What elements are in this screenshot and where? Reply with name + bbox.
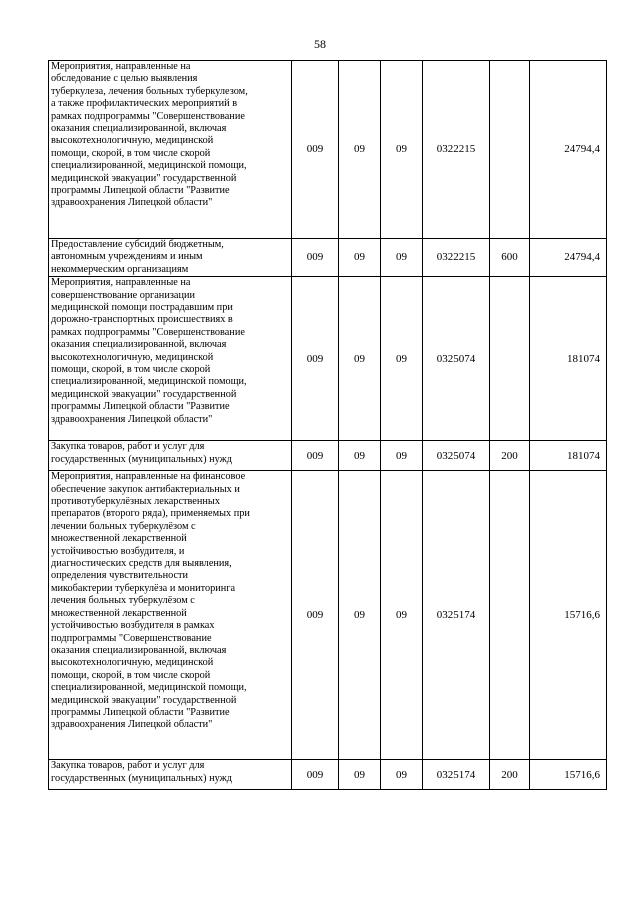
description-line: Мероприятия, направленные на: [51, 277, 191, 289]
description-line: высокотехнологичную, медицинской: [51, 351, 214, 363]
description-line: специализированной, медицинской помощи,: [51, 682, 247, 694]
description-line: Закупка товаров, работ и услуг для: [51, 760, 205, 772]
description-line: рамках подпрограммы "Совершенствование: [51, 110, 245, 122]
section-code-cell: 09: [339, 471, 381, 760]
section-code-cell: 09: [339, 61, 381, 239]
section-code-cell: 09: [339, 441, 381, 471]
expense-type-cell: [490, 61, 530, 239]
description-line: Закупка товаров, работ и услуг для: [51, 441, 205, 453]
ministry-code-cell: 009: [292, 239, 339, 277]
description-line: государственных (муниципальных) нужд: [51, 772, 232, 784]
description-line: а также профилактических мероприятий в: [51, 98, 238, 110]
description-line: туберкулеза, лечения больных туберкулезом,: [51, 85, 248, 97]
description-line: оказания специализированной, включая: [51, 339, 227, 351]
description-line: некоммерческим организациям: [51, 263, 189, 275]
description-line: определения чувствительности: [51, 570, 189, 582]
description-line: помощи, скорой, в том числе скорой: [51, 147, 211, 159]
description-line: специализированной, медицинской помощи,: [51, 160, 247, 172]
budget-table: [48, 60, 607, 790]
ministry-code-cell: 009: [292, 471, 339, 760]
description-line: лечения больных туберкулёзом с: [51, 595, 195, 607]
page-number: 58: [314, 37, 326, 51]
description-cell: [49, 239, 292, 277]
description-line: оказания специализированной, включая: [51, 644, 227, 656]
section-code-cell: 09: [339, 277, 381, 441]
description-cell: [49, 471, 292, 760]
description-line: [51, 210, 289, 222]
description-line: здравоохранения Липецкой области": [51, 197, 213, 209]
expense-type-cell: [490, 471, 530, 760]
description-line: здравоохранения Липецкой области": [51, 719, 213, 731]
subsection-code-cell: 09: [381, 441, 423, 471]
description-line: множественной лекарственной: [51, 607, 187, 619]
target-code-cell: 0322215: [423, 239, 490, 277]
description-line: рамках подпрограммы "Совершенствование: [51, 326, 245, 338]
section-code-cell: 09: [339, 760, 381, 790]
budget-table-body: [49, 61, 607, 790]
amount-cell: 15716,6: [530, 760, 607, 790]
ministry-code-cell: 009: [292, 760, 339, 790]
description-line: программы Липецкой области "Развитие: [51, 401, 230, 413]
table-row: [49, 239, 607, 277]
expense-type-cell: 200: [490, 760, 530, 790]
subsection-code-cell: 09: [381, 61, 423, 239]
description-line: помощи, скорой, в том числе скорой: [51, 669, 211, 681]
subsection-code-cell: 09: [381, 471, 423, 760]
description-line: подпрограммы "Совершенствование: [51, 632, 212, 644]
target-code-cell: 0325074: [423, 277, 490, 441]
expense-type-cell: [490, 277, 530, 441]
expense-type-cell: 200: [490, 441, 530, 471]
description-line: микобактерии туберкулёза и мониторинга: [51, 582, 236, 594]
amount-cell: 24794,4: [530, 61, 607, 239]
description-line: диагностических средств для выявления,: [51, 558, 232, 570]
target-code-cell: 0325074: [423, 441, 490, 471]
description-line: автономным учреждениям и иным: [51, 251, 203, 263]
description-line: устойчивостью возбудителя в рамках: [51, 620, 215, 632]
description-line: высокотехнологичную, медицинской: [51, 657, 214, 669]
table-row: [49, 471, 607, 760]
ministry-code-cell: 009: [292, 277, 339, 441]
subsection-code-cell: 09: [381, 760, 423, 790]
target-code-cell: 0322215: [423, 61, 490, 239]
description-line: медицинской эвакуации" государственной: [51, 694, 237, 706]
description-line: медицинской помощи пострадавшим при: [51, 302, 233, 314]
table-row: [49, 441, 607, 471]
description-line: множественной лекарственной: [51, 533, 187, 545]
description-line: медицинской эвакуации" государственной: [51, 388, 237, 400]
description-cell: [49, 441, 292, 471]
description-line: помощи, скорой, в том числе скорой: [51, 364, 211, 376]
target-code-cell: 0325174: [423, 471, 490, 760]
description-line: медицинской эвакуации" государственной: [51, 172, 237, 184]
description-line: Мероприятия, направленные на: [51, 61, 191, 72]
description-cell: [49, 61, 292, 239]
description-line: совершенствование организации: [51, 289, 196, 301]
description-cell: [49, 760, 292, 790]
description-line: оказания специализированной, включая: [51, 123, 227, 135]
section-code-cell: 09: [339, 239, 381, 277]
table-row: [49, 760, 607, 790]
table-row: [49, 277, 607, 441]
amount-cell: 181074: [530, 441, 607, 471]
description-line: обеспечение закупок антибактериальных и: [51, 483, 240, 495]
amount-cell: 181074: [530, 277, 607, 441]
description-line: программы Липецкой области "Развитие: [51, 185, 230, 197]
description-line: обследование с целью выявления: [51, 73, 198, 85]
target-code-cell: 0325174: [423, 760, 490, 790]
subsection-code-cell: 09: [381, 277, 423, 441]
ministry-code-cell: 009: [292, 61, 339, 239]
description-line: дорожно-транспортных происшествиях в: [51, 314, 233, 326]
description-line: программы Липецкой области "Развитие: [51, 706, 230, 718]
description-line: препаратов (второго ряда), применяемых при: [51, 508, 250, 520]
expense-type-cell: 600: [490, 239, 530, 277]
amount-cell: 24794,4: [530, 239, 607, 277]
description-line: лечении больных туберкулёзом с: [51, 520, 196, 532]
description-line: Мероприятия, направленные на финансовое: [51, 471, 246, 483]
amount-cell: 15716,6: [530, 471, 607, 760]
description-line: противотуберкулёзных лекарственных: [51, 496, 220, 508]
description-line: устойчивостью возбудителя, и: [51, 545, 185, 557]
description-line: специализированной, медицинской помощи,: [51, 376, 247, 388]
ministry-code-cell: 009: [292, 441, 339, 471]
subsection-code-cell: 09: [381, 239, 423, 277]
description-cell: [49, 277, 292, 441]
description-line: высокотехнологичную, медицинской: [51, 135, 214, 147]
description-line: здравоохранения Липецкой области": [51, 413, 213, 425]
table-row: [49, 61, 607, 239]
description-line: Предоставление субсидий бюджетным,: [51, 239, 224, 250]
description-line: государственных (муниципальных) нужд: [51, 453, 232, 465]
